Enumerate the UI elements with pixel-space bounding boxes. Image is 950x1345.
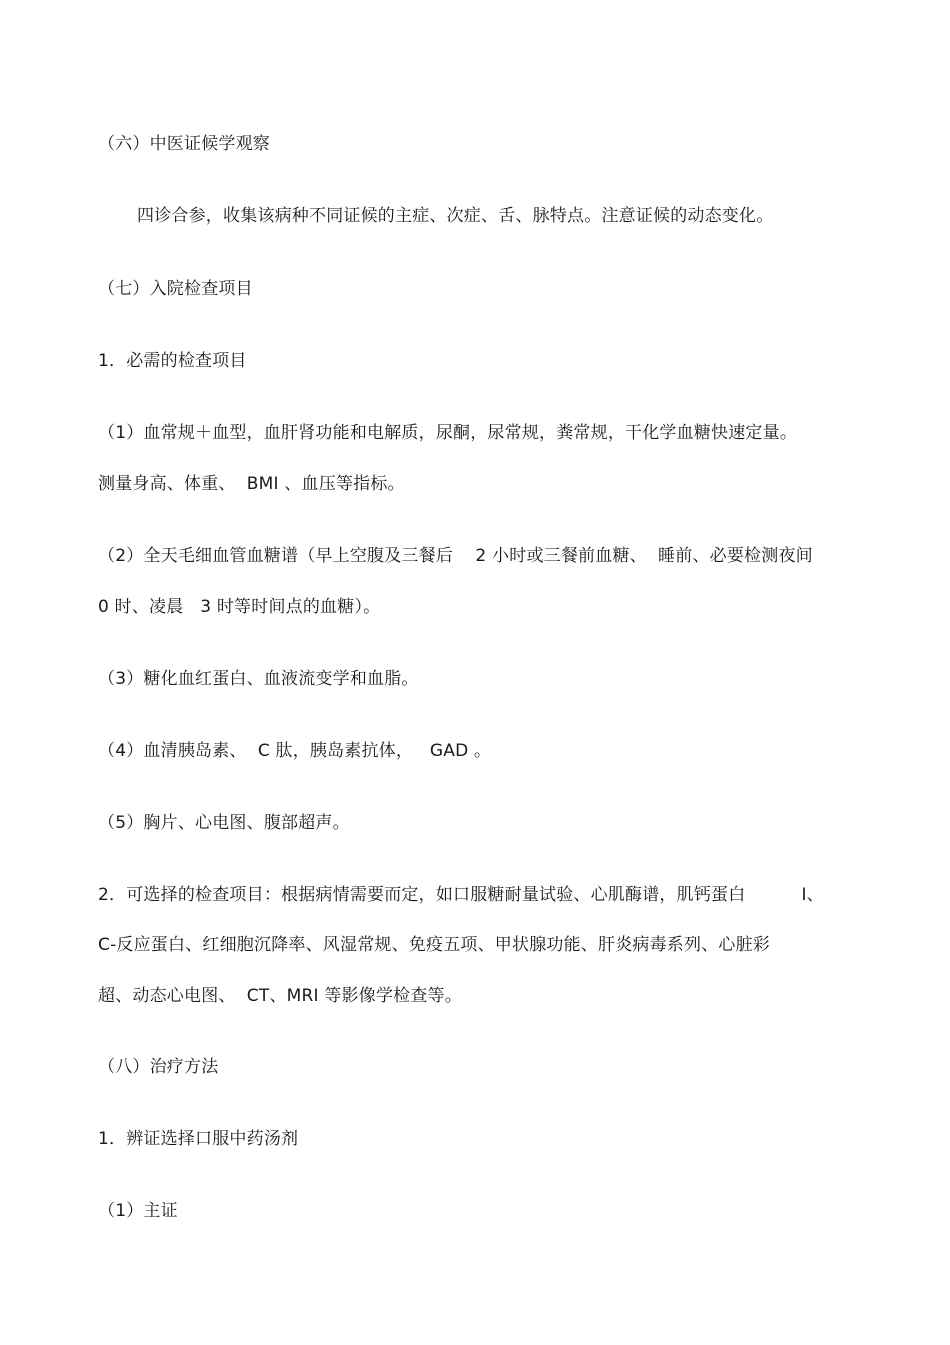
- heading-tcm-syndrome-observation: （六）中医证候学观察: [98, 134, 270, 154]
- item-1-blood-routine: （1）血常规＋血型，血肝肾功能和电解质，尿酮，尿常规，粪常规，干化学血糖快速定量。: [98, 423, 798, 443]
- subheading-oral-decoction: 1．辨证选择口服中药汤剂: [98, 1129, 299, 1149]
- subheading-required-exams: 1．必需的检查项目: [98, 351, 247, 371]
- item-4-insulin: （4）血清胰岛素、 C 肽，胰岛素抗体， GAD 。: [98, 741, 492, 761]
- heading-admission-exams: （七）入院检查项目: [98, 279, 253, 299]
- heading-treatment-methods: （八）治疗方法: [98, 1057, 219, 1077]
- optional-exams-continued-1: C-反应蛋白、红细胞沉降率、风湿常规、免疫五项、甲状腺功能、肝炎病毒系列、心脏彩: [98, 935, 771, 955]
- item-2-glucose-profile: （2）全天毛细血管血糖谱（早上空腹及三餐后 2 小时或三餐前血糖、 睡前、必要检测夜间: [98, 546, 813, 566]
- paragraph-four-diagnosis: 四诊合参，收集该病种不同证候的主症、次症、舌、脉特点。注意证候的动态变化。: [137, 206, 774, 226]
- optional-exams-continued-2: 超、动态心电图、 CT、MRI 等影像学检查等。: [98, 986, 462, 1006]
- item-5-chest-xray: （5）胸片、心电图、腹部超声。: [98, 813, 350, 833]
- item-1-continued: 测量身高、体重、 BMI 、血压等指标。: [98, 474, 405, 494]
- item-main-syndrome: （1）主证: [98, 1201, 178, 1221]
- subheading-optional-exams: 2．可选择的检查项目：根据病情需要而定，如口服糖耐量试验、心肌酶谱，肌钙蛋白 I、: [98, 885, 824, 905]
- item-2-continued: 0 时、凌晨 3 时等时间点的血糖）。: [98, 597, 381, 617]
- item-3-hba1c: （3）糖化血红蛋白、血液流变学和血脂。: [98, 669, 419, 689]
